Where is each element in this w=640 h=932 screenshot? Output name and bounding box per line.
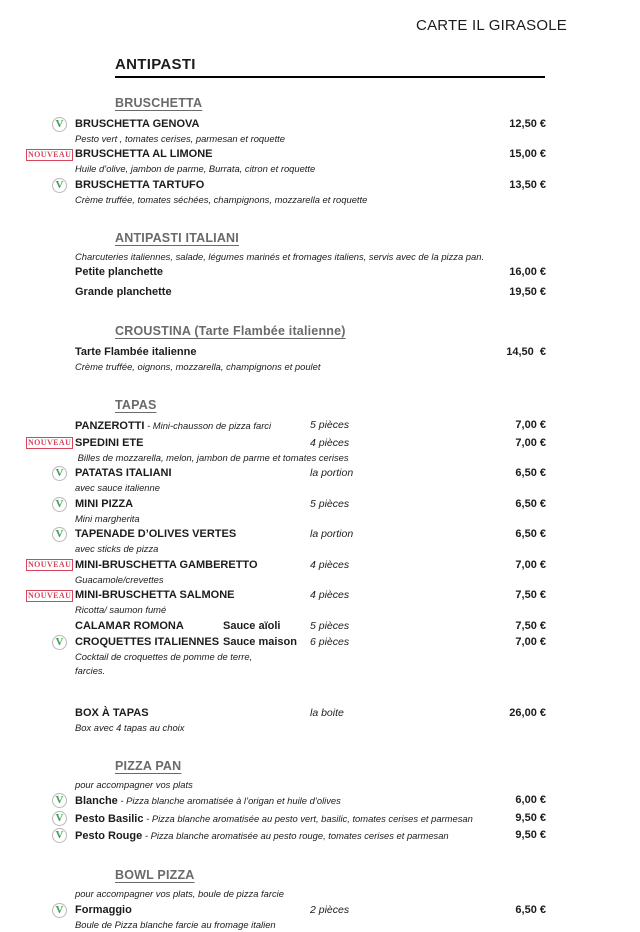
vegetarian-badge-icon: V — [52, 793, 67, 808]
menu-section — [0, 306, 640, 374]
item-description: Box avec 4 tapas au choix — [75, 721, 185, 733]
item-description: farcies. — [75, 665, 106, 676]
item-price: 7,50 € — [515, 619, 546, 632]
item-name: MINI-BRUSCHETTA GAMBERETTO — [75, 558, 258, 571]
new-item-badge: NOUVEAU — [28, 560, 72, 569]
menu-item-row — [0, 706, 640, 721]
item-name: BOX À TAPAS — [75, 706, 149, 719]
item-name: MINI-BRUSCHETTA SALMONE — [75, 589, 235, 601]
item-price: 6,50 € — [515, 467, 546, 479]
section-heading: PIZZA PAN — [115, 758, 182, 773]
item-quantity: 6 pièces — [310, 636, 350, 648]
vegetarian-badge-icon: V — [52, 117, 67, 132]
item-name: BRUSCHETTA AL LIMONE — [75, 148, 213, 160]
menu-item-row — [0, 793, 640, 809]
spacer — [0, 678, 640, 704]
section-heading: CROUSTINA (Tarte Flambée italienne) — [115, 324, 346, 338]
item-name: Formaggio — [75, 903, 132, 916]
menu-section — [0, 78, 640, 207]
category-heading: ANTIPASTI — [115, 56, 545, 78]
vegetarian-badge-icon: V — [52, 635, 67, 650]
item-name: Tarte Flambée italienne — [75, 345, 197, 358]
item-name: MINI PIZZA — [75, 497, 134, 510]
section-heading: BOWL PIZZA — [115, 868, 195, 882]
menu-item-row — [0, 265, 640, 280]
item-sauce: Sauce aïoli — [223, 619, 281, 632]
menu-sections — [0, 78, 640, 932]
item-quantity: la boite — [310, 706, 344, 719]
item-price: 12,50 € — [509, 117, 546, 130]
item-quantity: 5 pièces — [310, 619, 350, 632]
section-heading-wrap — [0, 78, 640, 115]
section-heading-wrap — [0, 850, 640, 887]
item-quantity: 4 pièces — [310, 558, 350, 571]
section-heading: TAPAS — [115, 397, 157, 412]
item-description: Billes de mozzarella, melon, jambon de parme et tomates cerises — [75, 451, 349, 463]
menu-item-row — [0, 527, 640, 542]
vegetarian-badge-icon: V — [52, 903, 67, 918]
menu-item-row — [0, 588, 640, 603]
item-quantity: 4 pièces — [310, 436, 350, 449]
item-price: 9,50 € — [515, 829, 546, 841]
item-inline-description: - Pizza blanche aromatisée au pesto vert, basilic, tomates cerises et parmesan — [143, 812, 473, 824]
menu-item-row — [0, 147, 640, 162]
menu-section — [0, 213, 640, 301]
item-price: 16,00 € — [509, 266, 546, 278]
menu-item-row — [0, 466, 640, 481]
item-description: Crème truffée, tomates séchées, champignons, mozzarella et roquette — [75, 193, 368, 205]
item-name: PATATAS ITALIANI — [75, 467, 172, 479]
menu-item-row — [0, 558, 640, 573]
section-heading-wrap — [0, 306, 640, 343]
menu-item-row — [0, 418, 640, 434]
section-heading-wrap — [0, 380, 640, 417]
menu-section — [0, 850, 640, 932]
item-name: TAPENADE D’OLIVES VERTES — [75, 528, 237, 540]
menu-item-row — [0, 828, 640, 844]
item-price: 9,50 € — [515, 811, 546, 824]
item-description: Ricotta/ saumon fumé — [75, 604, 167, 615]
item-name: SPEDINI ETE — [75, 436, 144, 449]
item-name: PANZEROTTI — [75, 420, 145, 432]
item-name: CROQUETTES ITALIENNES — [75, 636, 220, 648]
item-sauce: Sauce maison — [223, 636, 297, 648]
item-name: Blanche — [75, 795, 118, 807]
section-intro: pour accompagner vos plats, boule de pizza farcie — [75, 888, 284, 899]
section-heading-wrap — [0, 213, 640, 250]
menu-item-row — [0, 436, 640, 451]
menu-item-row — [0, 497, 640, 512]
item-quantity: la portion — [310, 467, 354, 479]
item-price: 13,50 € — [509, 178, 546, 191]
item-price: 15,00 € — [509, 148, 546, 160]
item-name: Pesto Rouge — [75, 830, 143, 842]
menu-section — [0, 380, 640, 735]
vegetarian-badge-icon: V — [52, 497, 67, 512]
section-intro: Charcuteries italiennes, salade, légumes marinés et fromages italiens, servis avec de la pizza pan. — [75, 250, 485, 262]
item-inline-description: - Pizza blanche aromatisée à l’origan et huile d’olives — [117, 795, 341, 806]
item-price: 6,50 € — [515, 903, 546, 916]
item-inline-description: - Pizza blanche aromatisée au pesto rouge, tomates cerises et parmesan — [142, 830, 449, 841]
item-description: avec sticks de pizza — [75, 543, 159, 554]
item-quantity: 5 pièces — [310, 419, 350, 431]
vegetarian-badge-icon: V — [52, 828, 67, 843]
vegetarian-badge-icon: V — [52, 178, 67, 193]
menu-item-row — [0, 178, 640, 193]
item-price: 19,50 € — [509, 286, 546, 298]
item-price: 14,50 € — [506, 345, 546, 358]
menu-section — [0, 741, 640, 845]
page-title: CARTE IL GIRASOLE — [416, 17, 567, 34]
item-price: 26,00 € — [509, 706, 546, 719]
section-heading: BRUSCHETTA — [115, 96, 203, 110]
item-quantity: la portion — [310, 528, 354, 540]
menu-item-row — [0, 285, 640, 300]
menu-item-row — [0, 345, 640, 360]
item-quantity: 5 pièces — [310, 497, 350, 510]
new-item-badge: NOUVEAU — [28, 590, 72, 600]
item-name: Grande planchette — [75, 286, 172, 298]
item-price: 7,50 € — [515, 589, 546, 601]
item-name: Petite planchette — [75, 266, 164, 278]
item-price: 6,00 € — [515, 794, 546, 806]
section-heading: ANTIPASTI ITALIANI — [115, 230, 239, 245]
item-name: Pesto Basilic — [75, 812, 144, 825]
item-description: Boule de Pizza blanche farcie au fromage italien — [75, 918, 276, 930]
item-description: Crème truffée, oignons, mozzarella, champignons et poulet — [75, 360, 321, 372]
menu-item-row — [0, 903, 640, 918]
item-quantity: 2 pièces — [310, 903, 350, 916]
menu-item-row — [0, 811, 640, 827]
item-description: Huile d’olive, jambon de parme, Burrata, citron et roquette — [75, 163, 316, 174]
item-description: Guacamole/crevettes — [75, 573, 164, 585]
section-heading-wrap — [0, 741, 640, 778]
item-description: Mini margherita — [75, 512, 140, 524]
item-price: 6,50 € — [515, 497, 546, 510]
item-price: 7,00 € — [515, 636, 546, 648]
item-quantity: 4 pièces — [310, 589, 350, 601]
vegetarian-badge-icon: V — [52, 466, 67, 481]
new-item-badge: NOUVEAU — [28, 149, 72, 159]
item-price: 6,50 € — [515, 528, 546, 540]
menu-item-row — [0, 117, 640, 132]
item-description: Pesto vert , tomates cerises, parmesan et roquette — [75, 132, 285, 144]
item-name: BRUSCHETTA TARTUFO — [75, 178, 205, 191]
item-name: BRUSCHETTA GENOVA — [75, 117, 200, 130]
vegetarian-badge-icon: V — [52, 527, 67, 542]
menu-item-row — [0, 619, 640, 634]
item-price: 7,00 € — [515, 436, 546, 449]
section-intro: pour accompagner vos plats — [75, 778, 193, 790]
item-inline-description: - Mini-chausson de pizza farci — [144, 420, 272, 431]
menu-item-row — [0, 635, 640, 650]
item-description: Cocktail de croquettes de pomme de terre, — [75, 651, 253, 662]
vegetarian-badge-icon: V — [52, 811, 67, 826]
item-name: CALAMAR ROMONA — [75, 619, 184, 632]
item-price: 7,00 € — [515, 558, 546, 571]
item-price: 7,00 € — [515, 419, 546, 431]
new-item-badge: NOUVEAU — [28, 438, 72, 447]
item-description: avec sauce italienne — [75, 482, 160, 493]
